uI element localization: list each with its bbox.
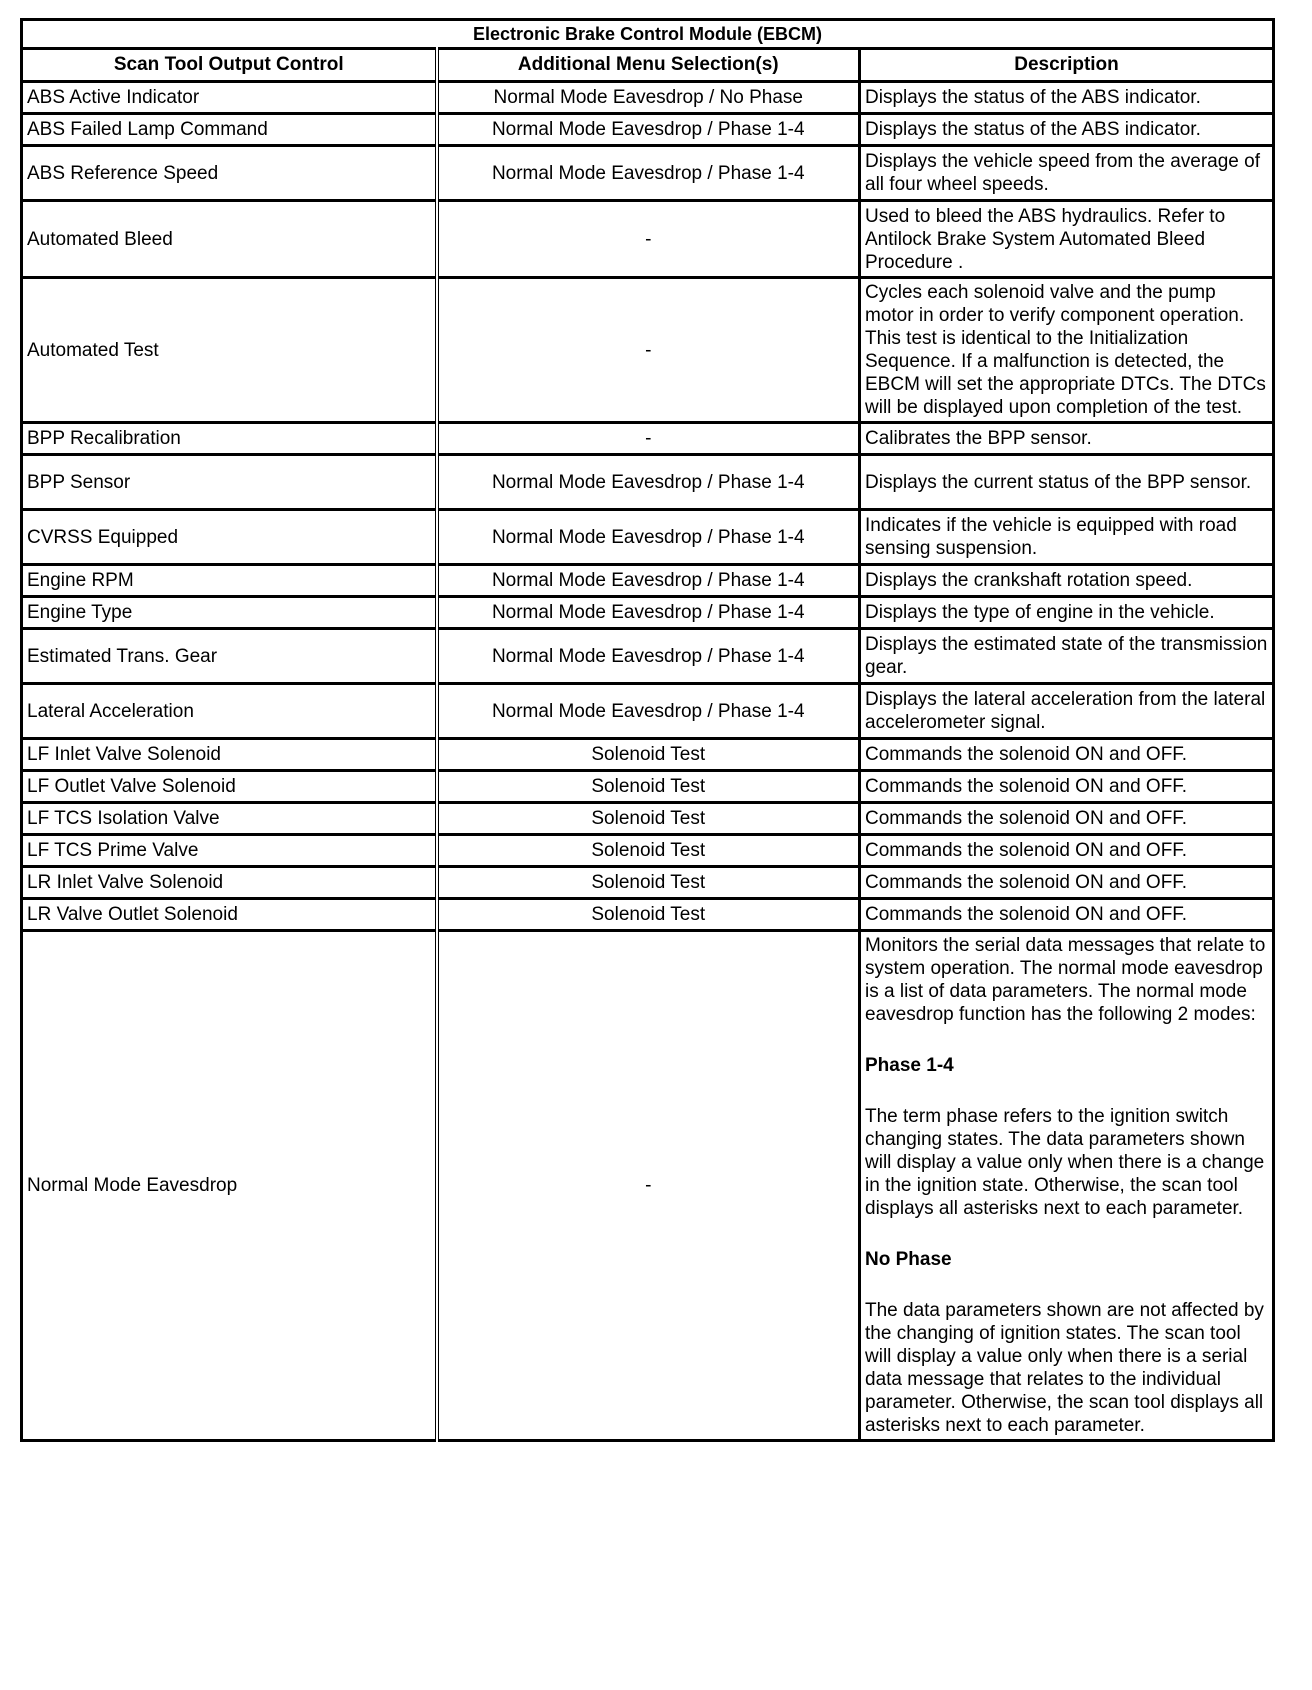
description-cell: Commands the solenoid ON and OFF.	[860, 803, 1274, 835]
description-cell: Commands the solenoid ON and OFF.	[860, 835, 1274, 867]
control-cell: LR Valve Outlet Solenoid	[22, 899, 437, 931]
spacer	[865, 1077, 1268, 1105]
menu-selection-cell: Solenoid Test	[437, 739, 860, 771]
table-title: Electronic Brake Control Module (EBCM)	[22, 20, 1274, 49]
menu-selection-cell: -	[437, 931, 860, 1441]
menu-selection-cell: Normal Mode Eavesdrop / Phase 1-4	[437, 684, 860, 739]
description-cell: Commands the solenoid ON and OFF.	[860, 899, 1274, 931]
menu-selection-cell: -	[437, 201, 860, 278]
menu-selection-cell: Solenoid Test	[437, 867, 860, 899]
mode-text-phase-1-4: The term phase refers to the ignition switch changing states. The data parameters shown will display a value only when there is a change in the ignition state. Otherwise, the scan tool displays all asterisks next to each parameter.	[865, 1106, 1265, 1219]
menu-selection-cell: Normal Mode Eavesdrop / Phase 1-4	[437, 146, 860, 201]
table-row	[22, 82, 1274, 114]
table-row	[22, 803, 1274, 835]
spacer	[865, 1271, 1268, 1299]
column-header-scan-tool-output-control: Scan Tool Output Control	[22, 49, 437, 82]
menu-selection-cell: Solenoid Test	[437, 835, 860, 867]
control-cell: Estimated Trans. Gear	[22, 629, 437, 684]
table-row	[22, 278, 1274, 423]
menu-selection-cell: -	[437, 423, 860, 455]
control-cell: BPP Recalibration	[22, 423, 437, 455]
table-row	[22, 597, 1274, 629]
ebcm-output-control-table	[20, 18, 1275, 1442]
mode-heading-no-phase: No Phase	[865, 1249, 952, 1270]
control-cell: LF Inlet Valve Solenoid	[22, 739, 437, 771]
table-row-normal-mode-eavesdrop	[22, 931, 1274, 1441]
mode-heading-phase-1-4: Phase 1-4	[865, 1055, 954, 1076]
description-cell: Displays the lateral acceleration from the lateral accelerometer signal.	[860, 684, 1274, 739]
menu-selection-cell: Normal Mode Eavesdrop / No Phase	[437, 82, 860, 114]
spacer	[865, 1026, 1268, 1054]
description-cell: Commands the solenoid ON and OFF.	[860, 771, 1274, 803]
table-row	[22, 510, 1274, 565]
description-cell: Displays the current status of the BPP sensor.	[860, 455, 1274, 510]
control-cell: BPP Sensor	[22, 455, 437, 510]
description-cell: Displays the estimated state of the transmission gear.	[860, 629, 1274, 684]
control-cell: Lateral Acceleration	[22, 684, 437, 739]
description-cell: Displays the type of engine in the vehicle.	[860, 597, 1274, 629]
description-cell: Indicates if the vehicle is equipped with road sensing suspension.	[860, 510, 1274, 565]
menu-selection-cell: Normal Mode Eavesdrop / Phase 1-4	[437, 114, 860, 146]
column-header-additional-menu-selections: Additional Menu Selection(s)	[437, 49, 860, 82]
table-row	[22, 771, 1274, 803]
mode-text-no-phase: The data parameters shown are not affected by the changing of ignition states. The scan tool will display a value only when there is a serial data message that relates to the individual parameter. Otherwise, the scan tool displays all asterisks next to each parameter.	[865, 1300, 1264, 1436]
control-cell: ABS Active Indicator	[22, 82, 437, 114]
menu-selection-cell: Normal Mode Eavesdrop / Phase 1-4	[437, 565, 860, 597]
control-cell: ABS Failed Lamp Command	[22, 114, 437, 146]
control-cell: Normal Mode Eavesdrop	[22, 931, 437, 1441]
description-cell: Commands the solenoid ON and OFF.	[860, 739, 1274, 771]
description-cell: Commands the solenoid ON and OFF.	[860, 867, 1274, 899]
spacer	[865, 1220, 1268, 1248]
description-cell: Displays the crankshaft rotation speed.	[860, 565, 1274, 597]
control-cell: ABS Reference Speed	[22, 146, 437, 201]
table-row	[22, 899, 1274, 931]
menu-selection-cell: Normal Mode Eavesdrop / Phase 1-4	[437, 455, 860, 510]
control-cell: LF TCS Isolation Valve	[22, 803, 437, 835]
table-row	[22, 455, 1274, 510]
menu-selection-cell: Normal Mode Eavesdrop / Phase 1-4	[437, 510, 860, 565]
menu-selection-cell: Solenoid Test	[437, 803, 860, 835]
table-row	[22, 739, 1274, 771]
table-row	[22, 146, 1274, 201]
description-cell: Displays the status of the ABS indicator.	[860, 82, 1274, 114]
control-cell: Engine RPM	[22, 565, 437, 597]
control-cell: LF Outlet Valve Solenoid	[22, 771, 437, 803]
table-row	[22, 201, 1274, 278]
table-row	[22, 867, 1274, 899]
table-row	[22, 565, 1274, 597]
column-header-description: Description	[860, 49, 1274, 82]
control-cell: Engine Type	[22, 597, 437, 629]
description-cell: Calibrates the BPP sensor.	[860, 423, 1274, 455]
table-row	[22, 423, 1274, 455]
table-row	[22, 629, 1274, 684]
menu-selection-cell: Solenoid Test	[437, 899, 860, 931]
menu-selection-cell: Solenoid Test	[437, 771, 860, 803]
table-header-row	[22, 49, 1274, 82]
menu-selection-cell: Normal Mode Eavesdrop / Phase 1-4	[437, 597, 860, 629]
table-row	[22, 835, 1274, 867]
menu-selection-cell: -	[437, 278, 860, 423]
control-cell: CVRSS Equipped	[22, 510, 437, 565]
control-cell: Automated Test	[22, 278, 437, 423]
description-cell: Displays the status of the ABS indicator.	[860, 114, 1274, 146]
menu-selection-cell: Normal Mode Eavesdrop / Phase 1-4	[437, 629, 860, 684]
description-cell: Displays the vehicle speed from the average of all four wheel speeds.	[860, 146, 1274, 201]
description-cell: Used to bleed the ABS hydraulics. Refer to Antilock Brake System Automated Bleed Procedure .	[860, 201, 1274, 278]
ebcm-output-control-table-container	[20, 18, 1272, 1442]
description-cell	[860, 931, 1274, 1441]
description-cell: Cycles each solenoid valve and the pump motor in order to verify component operation. This test is identical to the Initialization Sequence. If a malfunction is detected, the EBCM will set the appropriate DTCs. The DTCs will be displayed upon completion of the test.	[860, 278, 1274, 423]
table-row	[22, 684, 1274, 739]
control-cell: LF TCS Prime Valve	[22, 835, 437, 867]
table-title-row	[22, 20, 1274, 49]
control-cell: LR Inlet Valve Solenoid	[22, 867, 437, 899]
table-row	[22, 114, 1274, 146]
description-intro: Monitors the serial data messages that relate to system operation. The normal mode eavesdrop is a list of data parameters. The normal mode eavesdrop function has the following 2 modes:	[865, 935, 1266, 1025]
control-cell: Automated Bleed	[22, 201, 437, 278]
